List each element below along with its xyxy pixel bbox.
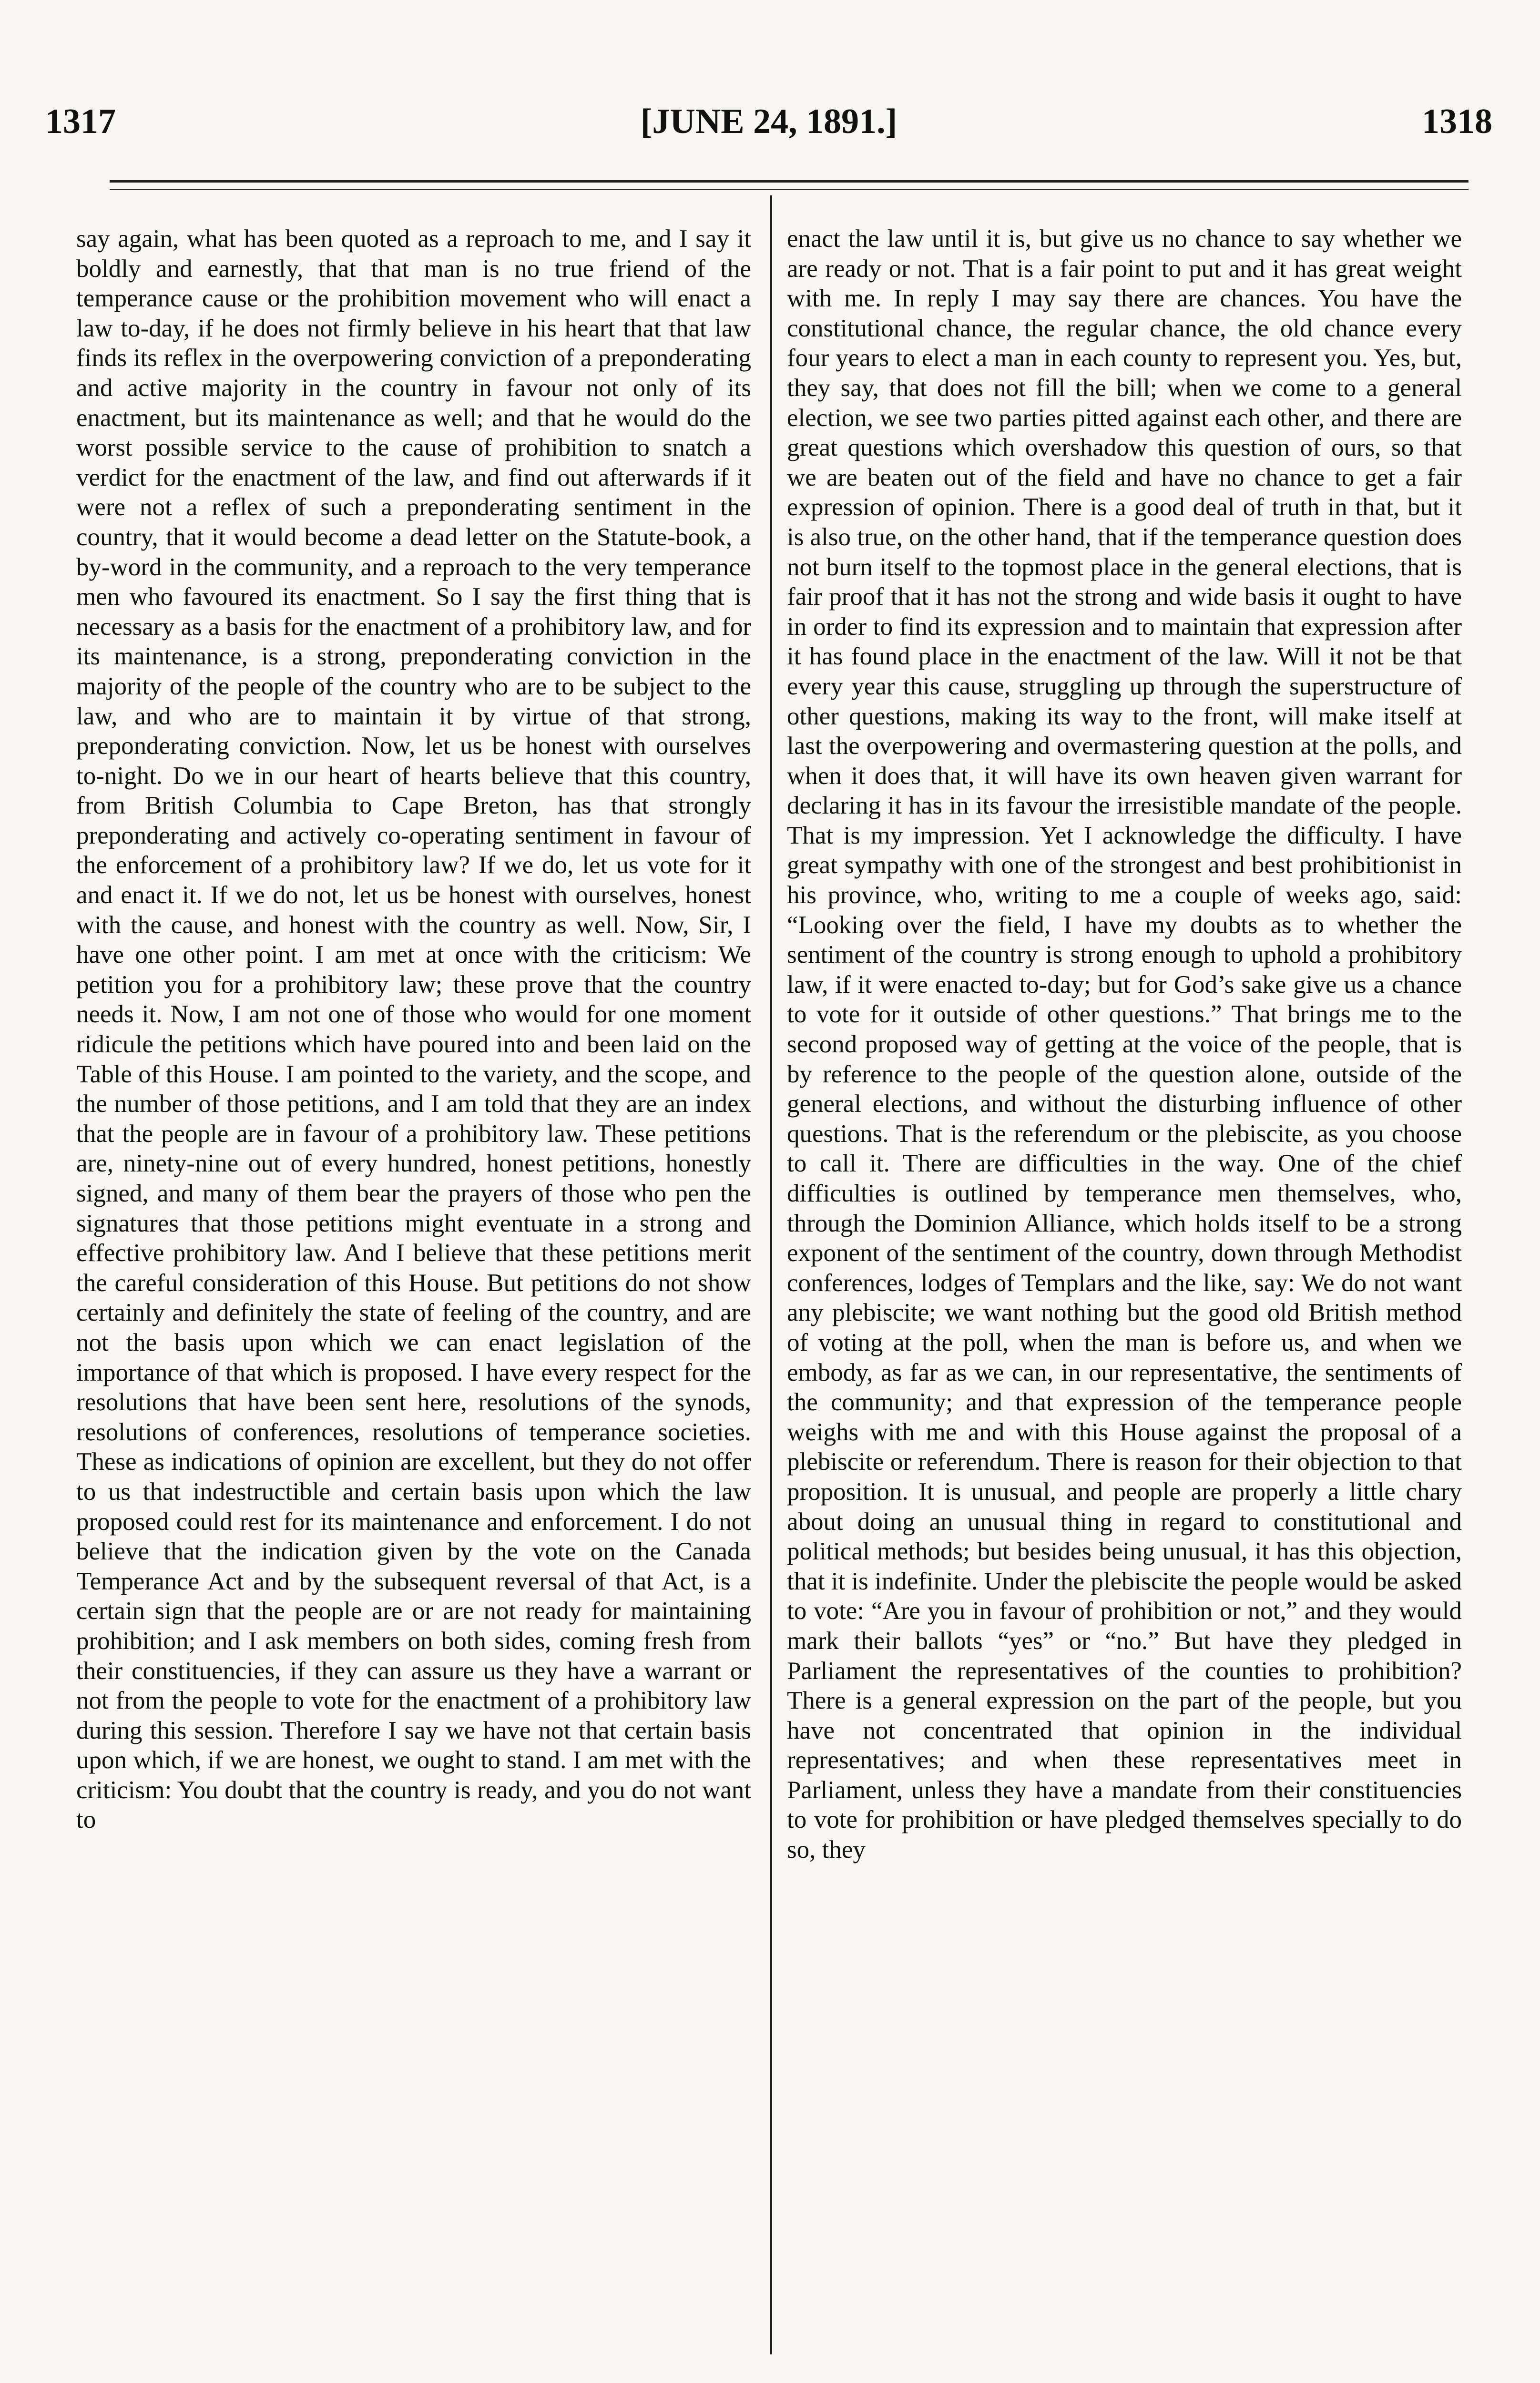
page-header [45,98,1492,150]
right-column [787,224,1462,2383]
page-number-right: 1318 [1422,102,1492,141]
left-column-text: say again, what has been quoted as a reproach to me, and I say it boldly and earnestly, that that man is no true friend of the temperance cause or the prohibition movement who will enact a law to-day, if he does not firmly believe in his heart that that law finds its reflex in the overpowering conviction of a preponderating and active majority in the country in favour not only of its enactment, but its maintenance as well; and that he would do the worst possible service to the cause of prohibition to snatch a verdict for the enactment of the law, and find out afterwards if it were not a reflex of such a preponderating sentiment in the country, that it would become a dead letter on the Statute-book, a by-word in the community, and a reproach to the very temperance men who favoured its enactment. So I say the first thing that is necessary as a basis for the enactment of a prohibitory law, and for its maintenance, is a strong, preponderating conviction in the majority of the people of the country who are to be subject to the law, and who are to maintain it by virtue of that strong, preponderating conviction. Now, let us be honest with ourselves to-night. Do we in our heart of hearts believe that this country, from British Columbia to Cape Breton, has that strongly preponderating and actively co-operating sentiment in favour of the enforcement of a prohibitory law? If we do, let us vote for it and enact it. If we do not, let us be honest with ourselves, honest with the cause, and honest with the country as well. Now, Sir, I have one other point. I am met at once with the criticism: We petition you for a prohibitory law; these prove that the country needs it. Now, I am not one of those who would for one moment ridicule the petitions which have poured into and been laid on the Table of this House. I am pointed to the variety, and the scope, and the number of those petitions, and I am told that they are an index that the people are in favour of a prohibitory law. These petitions are, ninety-nine out of every hundred, honest petitions, honestly signed, and many of them bear the prayers of those who pen the signatures that those petitions might eventuate in a strong and effective prohibitory law. And I believe that these petitions merit the careful consideration of this House. But petitions do not show certainly and definitely the state of feeling of the country, and are not the basis upon which we can enact legislation of the importance of that which is proposed. I have every respect for the resolutions that have been sent here, resolutions of the synods, resolutions of conferences, resolutions of temperance societies. These as indications of opinion are excellent, but they do not offer to us that indestructible and certain basis upon which the law proposed could rest for its maintenance and enforcement. I do not believe that the indication given by the vote on the Canada Temperance Act and by the subsequent reversal of that Act, is a certain sign that the people are or are not ready for maintaining prohibition; and I ask members on both sides, coming fresh from their constituencies, if they can assure us they have a warrant or not from the people to vote for the enactment of a prohibitory law during this session. Therefore I say we have not that certain basis upon which, if we are honest, we ought to stand. I am met with the criticism: You doubt that the country is ready, and you do not want to [76,225,751,1834]
left-column [76,224,751,2383]
page-number-left: 1317 [45,102,116,141]
header-rule [110,180,1469,183]
page-date: [JUNE 24, 1891.] [640,102,897,141]
header-rule-thin [110,189,1469,190]
column-divider [770,195,772,2354]
right-column-text: enact the law until it is, but give us no chance to say whether we are ready or not. That is a fair point to put and it has great weight with me. In reply I may say there are chances. You have the constitutional chance, the regular chance, the old chance every four years to elect a man in each county to represent you. Yes, but, they say, that does not fill the bill; when we come to a general election, we see two parties pitted against each other, and there are great questions which overshadow this question of ours, so that we are beaten out of the field and have no chance to get a fair expression of opinion. There is a good deal of truth in that, but it is also true, on the other hand, that if the temperance question does not burn itself to the topmost place in the general elections, that is fair proof that it has not the strong and wide basis it ought to have in order to find its expression and to maintain that expression after it has found place in the enactment of the law. Will it not be that every year this cause, struggling up through the superstructure of other questions, making its way to the front, will make itself at last the overpowering and overmastering question at the polls, and when it does that, it will have its own heaven given warrant for declaring it has in its favour the irresistible mandate of the people. That is my impression. Yet I acknowledge the difficulty. I have great sympathy with one of the strongest and best prohibitionist in his province, who, writing to me a couple of weeks ago, said: “Looking over the field, I have my doubts as to whether the sentiment of the country is strong enough to uphold a prohibitory law, if it were enacted to-day; but for God’s sake give us a chance to vote for it outside of other questions.” That brings me to the second proposed way of getting at the voice of the people, that is by reference to the people of the question alone, outside of the general elections, and without the disturbing influence of other questions. That is the referendum or the plebiscite, as you choose to call it. There are difficulties in the way. One of the chief difficulties is outlined by temperance men themselves, who, through the Dominion Alliance, which holds itself to be a strong exponent of the sentiment of the country, down through Methodist conferences, lodges of Templars and the like, say: We do not want any plebiscite; we want nothing but the good old British method of voting at the poll, when the man is before us, and when we embody, as far as we can, in our representative, the sentiments of the community; and that expression of the temperance people weighs with me and with this House against the proposal of a plebiscite or referendum. There is reason for their objection to that proposition. It is unusual, and people are properly a little chary about doing an unusual thing in regard to constitutional and political methods; but besides being unusual, it has this objection, that it is indefinite. Under the plebiscite the people would be asked to vote: “Are you in favour of prohibition or not,” and they would mark their ballots “yes” or “no.” But have they pledged in Parliament the representatives of the counties to prohibition? There is a general expression on the part of the people, but you have not concentrated that opinion in the individual representatives; and when these representatives meet in Parliament, unless they have a mandate from their constituencies to vote for prohibition or have pledged themselves specially to do so, they [787,225,1462,1864]
